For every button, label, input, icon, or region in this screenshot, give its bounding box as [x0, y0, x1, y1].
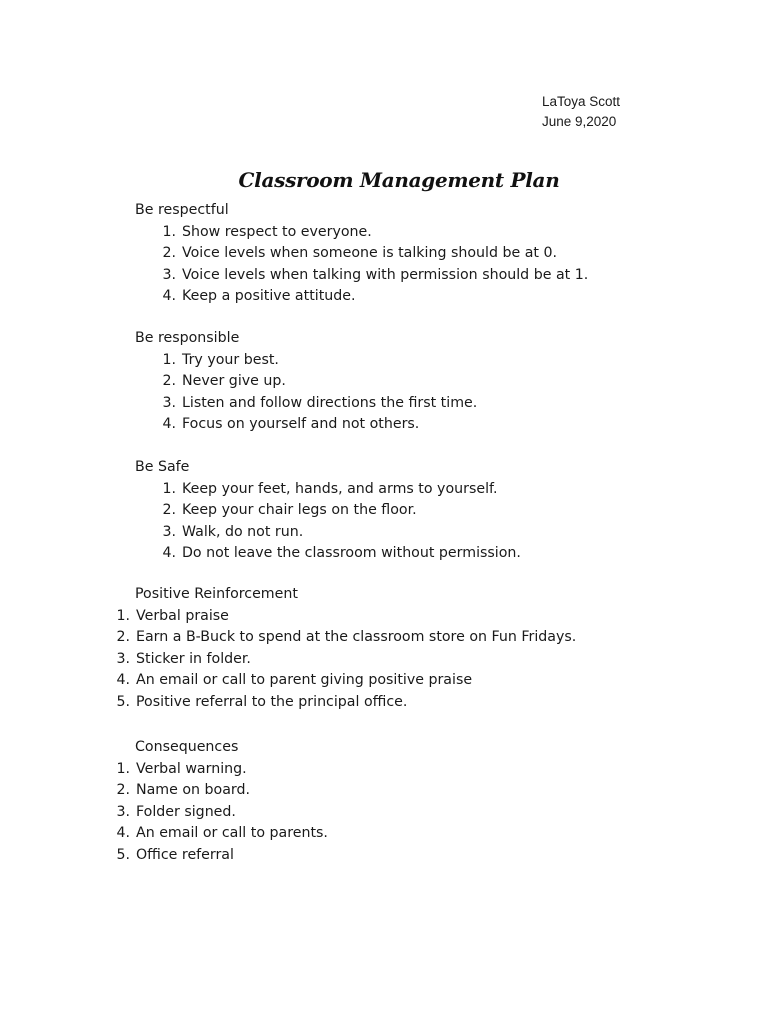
list-number: 5.: [116, 846, 130, 863]
list-text: Name on board.: [136, 782, 251, 799]
list-text: Office referral: [136, 846, 234, 863]
list-text: Voice levels when someone is talking should be at 0.: [182, 245, 558, 262]
section-be-safe: [0, 457, 768, 565]
section-heading: Positive Reinforcement: [135, 586, 298, 602]
list-text: Show respect to everyone.: [182, 223, 372, 240]
list-item: [0, 670, 768, 692]
list-number: 3.: [116, 803, 130, 820]
list-text: Listen and follow directions the first time.: [182, 394, 478, 411]
list-number: 1.: [116, 760, 130, 777]
list-text: Try your best.: [182, 351, 279, 368]
list-number: 1.: [162, 351, 176, 368]
list-text: Voice levels when talking with permission should be at 1.: [182, 266, 589, 283]
list-item: [0, 500, 768, 522]
section-be-responsible: [0, 328, 768, 436]
list-text: Sticker in folder.: [136, 650, 251, 667]
list-number: 4.: [162, 416, 176, 433]
list-text: Keep a positive attitude.: [182, 288, 356, 305]
author-block: [542, 92, 620, 132]
list-item: [0, 243, 768, 265]
list-number: 4.: [116, 672, 130, 689]
list-text: Verbal praise: [136, 607, 229, 624]
section-heading: Be responsible: [135, 330, 240, 346]
list-item: [0, 606, 768, 628]
section-consequences: [0, 737, 768, 867]
list-item: [0, 479, 768, 501]
section-be-respectful: [0, 200, 768, 308]
list-text: Verbal warning.: [136, 760, 247, 777]
list-number: 5.: [116, 693, 130, 710]
list-item: [0, 759, 768, 781]
section-heading: Consequences: [135, 739, 239, 755]
author-date: June 9,2020: [542, 114, 617, 129]
list-number: 3.: [162, 266, 176, 283]
list-number: 2.: [162, 373, 176, 390]
list-item: [0, 286, 768, 308]
list-item: [0, 371, 768, 393]
list-text: Walk, do not run.: [182, 523, 304, 540]
list-item: [0, 265, 768, 287]
list-text: Earn a B-Buck to spend at the classroom store on Fun Fridays.: [136, 629, 577, 646]
list-item: [0, 627, 768, 649]
list-item: [0, 393, 768, 415]
document-title: Classroom Management Plan: [238, 168, 560, 192]
list-number: 2.: [116, 629, 130, 646]
list-text: Positive referral to the principal office.: [136, 693, 408, 710]
list-text: An email or call to parent giving positive praise: [136, 672, 473, 689]
list-number: 4.: [162, 288, 176, 305]
list-item: [0, 350, 768, 372]
list-text: Keep your feet, hands, and arms to yourself.: [182, 480, 498, 497]
list-number: 4.: [116, 825, 130, 842]
list-item: [0, 802, 768, 824]
list-number: 1.: [162, 223, 176, 240]
section-heading: Be respectful: [135, 202, 229, 218]
author-name: LaToya Scott: [542, 94, 621, 109]
list-item: [0, 692, 768, 714]
list-number: 3.: [116, 650, 130, 667]
list-item: [0, 649, 768, 671]
list-item: [0, 522, 768, 544]
list-number: 1.: [116, 607, 130, 624]
list-item: [0, 780, 768, 802]
list-number: 2.: [116, 782, 130, 799]
list-number: 4.: [162, 545, 176, 562]
list-number: 2.: [162, 245, 176, 262]
section-heading: Be Safe: [135, 459, 190, 475]
list-text: Do not leave the classroom without permission.: [182, 545, 521, 562]
section-positive-reinforcement: [0, 584, 768, 714]
list-text: Focus on yourself and not others.: [182, 416, 420, 433]
list-text: Folder signed.: [136, 803, 236, 820]
list-item: [0, 414, 768, 436]
list-item: [0, 222, 768, 244]
list-number: 1.: [162, 480, 176, 497]
list-number: 3.: [162, 394, 176, 411]
list-item: [0, 845, 768, 867]
list-text: Keep your chair legs on the floor.: [182, 502, 417, 519]
list-item: [0, 823, 768, 845]
list-number: 3.: [162, 523, 176, 540]
list-number: 2.: [162, 502, 176, 519]
list-item: [0, 543, 768, 565]
list-text: An email or call to parents.: [136, 825, 328, 842]
list-text: Never give up.: [182, 373, 286, 390]
